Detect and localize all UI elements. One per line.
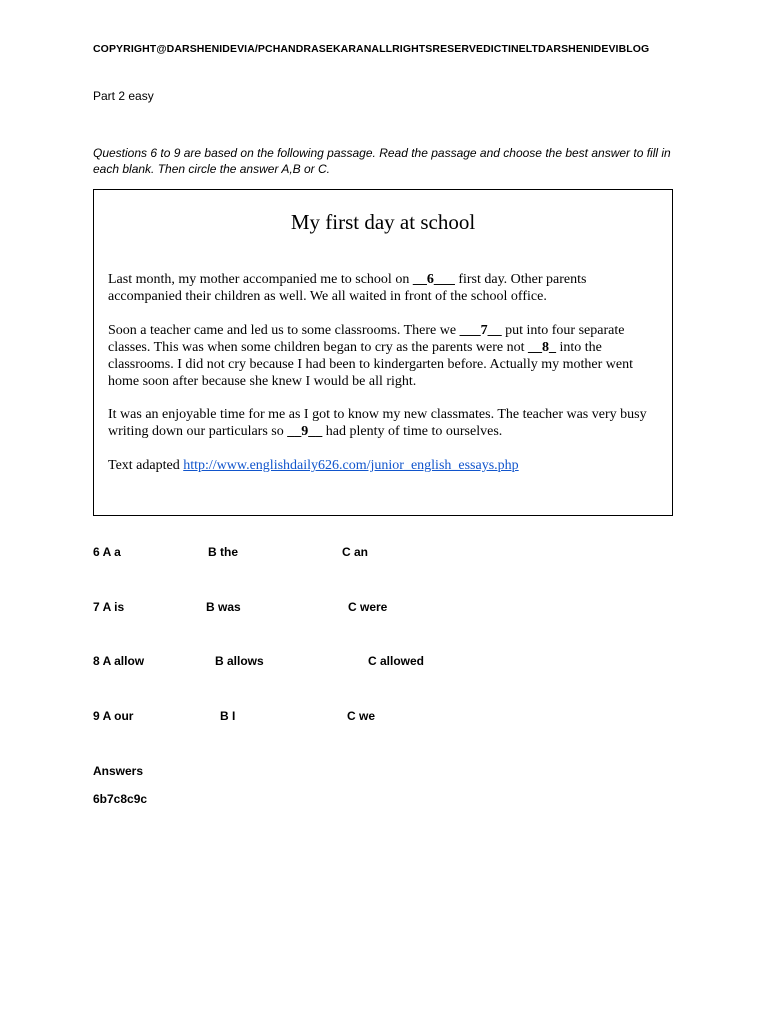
question-9-option-b: B I	[220, 709, 236, 723]
question-9-option-a: 9 A our	[93, 709, 134, 723]
question-8-option-a: 8 A allow	[93, 654, 145, 668]
passage-paragraph-3	[108, 406, 660, 440]
p1-text-a: Last month, my mother accompanied me to school on	[108, 272, 413, 287]
source-line	[108, 457, 660, 474]
answers-value: 6b7c8c9c	[93, 792, 148, 806]
passage-title: My first day at school	[290, 210, 476, 234]
instructions: Questions 6 to 9 are based on the following passage. Read the passage and choose the best answer to fill in each blank. Then circle the answer A,B or C.	[93, 146, 671, 176]
p3-text-b: had plenty of time to ourselves.	[322, 424, 503, 439]
question-6-option-c: C an	[342, 545, 369, 559]
question-7-option-b: B was	[206, 600, 241, 614]
p2-text-b: put into four separate classes. This was when some children began to cry as the parents were not	[108, 323, 625, 355]
passage-paragraph-1	[108, 271, 660, 305]
blank-8: __8_	[528, 340, 557, 355]
question-7-option-c: C were	[348, 600, 388, 614]
copyright-notice: COPYRIGHT@DARSHENIDEVIA/PCHANDRASEKARANALLRIGHTSRESERVEDICTINELTDARSHENIDEVIBLOG	[93, 43, 650, 55]
p3-text-a: It was an enjoyable time for me as I got to know my new classmates. The teacher was very busy writing down our particulars so	[108, 407, 647, 439]
source-link[interactable]: http://www.englishdaily626.com/junior_english_essays.php	[183, 458, 519, 473]
question-7-option-a: 7 A is	[93, 600, 125, 614]
p2-text-a: Soon a teacher came and led us to some classrooms. There we	[108, 323, 460, 338]
passage-box	[93, 189, 673, 516]
blank-9: __9__	[287, 424, 323, 439]
question-6-option-b: B the	[208, 545, 238, 559]
question-9-option-c: C we	[347, 709, 376, 723]
question-8-option-b: B allows	[215, 654, 264, 668]
passage-paragraph-2	[108, 322, 660, 390]
section-title: Part 2 easy	[93, 89, 154, 103]
blank-7: ___7__	[459, 323, 502, 338]
p1-text-b: first day. Other parents accompanied their children as well. We all waited in front of the school office.	[108, 272, 587, 304]
question-6-option-a: 6 A a	[93, 545, 121, 559]
blank-6: __6___	[412, 272, 455, 287]
answers-label: Answers	[93, 764, 144, 778]
p2-text-c: into the classrooms. I did not cry because I had been to kindergarten before. Actually my mother went home soon after because she knew I would be all right.	[108, 340, 633, 389]
question-8-option-c: C allowed	[368, 654, 425, 668]
source-label: Text adapted	[108, 458, 184, 473]
